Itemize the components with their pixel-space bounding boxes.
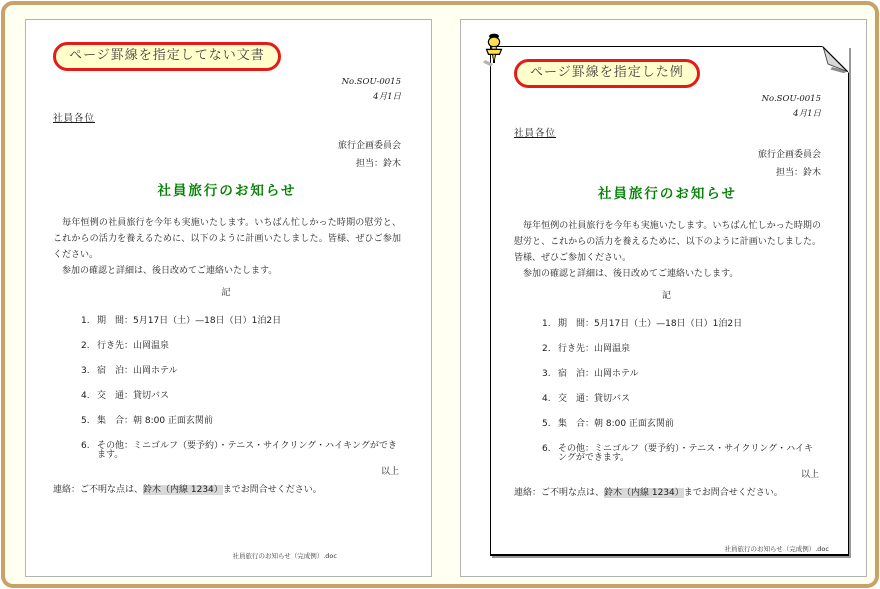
list-item	[81, 342, 401, 351]
item-text: その他：ミニゴルフ（要予約）・テニス・サイクリング・ハイキングができます。	[97, 440, 397, 460]
item-number: 1.	[542, 318, 551, 329]
recipient: 社員各位	[514, 127, 557, 139]
item-text: 集 合：朝 8:00 正面玄関前	[97, 415, 213, 426]
doc-date: 4月1日	[373, 91, 401, 102]
contact-highlight: 鈴木（内線 1234）	[143, 484, 223, 495]
page-footer: 社員旅行のお知らせ（完成例）.doc	[232, 552, 337, 560]
item-text: 宿 泊：山岡ホテル	[97, 365, 178, 376]
list-item	[81, 367, 401, 376]
body-paragraph-2: 参加の確認と詳細は、後日改めてご連絡いたします。	[514, 268, 739, 279]
sender-org: 旅行企画委員会	[757, 149, 821, 160]
list-item	[542, 395, 821, 404]
doc-number: No.SOU-0015	[341, 76, 401, 87]
sender-person: 担当：鈴木	[775, 167, 821, 178]
list-item	[81, 317, 401, 326]
doc-title: 社員旅行のお知らせ	[157, 182, 297, 199]
item-number: 6.	[81, 440, 90, 451]
item-text: 交 通：貸切バス	[558, 393, 631, 404]
item-text: 行き先：山岡温泉	[97, 340, 170, 351]
item-text: 宿 泊：山岡ホテル	[558, 368, 639, 379]
contact-suffix: までお問合せください。	[222, 484, 322, 495]
list-item	[81, 392, 401, 401]
item-text: その他：ミニゴルフ（要予約）・テニス・サイクリング・ハイキングができます。	[558, 443, 814, 463]
tutorial-frame	[1, 1, 879, 588]
doc-date: 4月1日	[793, 108, 821, 119]
item-number: 4.	[81, 390, 90, 401]
page-with-border	[460, 19, 867, 577]
ki-marker: 記	[221, 287, 233, 298]
ki-marker: 記	[661, 290, 673, 301]
item-number: 5.	[81, 415, 90, 426]
list-item	[81, 442, 401, 460]
item-text: 集 合：朝 8:00 正面玄関前	[558, 418, 674, 429]
closing-ijou: 以上	[800, 469, 819, 480]
body-paragraph-1: 毎年恒例の社員旅行を今年も実施いたします。いちばん忙しかった時期の慰労と、これからの活力を養えるために、以下のように計画いたしました。皆様、ぜひご参加ください。	[514, 220, 821, 263]
schedule-list	[514, 320, 821, 463]
list-item	[542, 370, 821, 379]
item-number: 2.	[542, 343, 551, 354]
item-text: 期 間：5月17日（土）—18日（日）1泊2日	[97, 315, 282, 326]
sender-person: 担当：鈴木	[355, 158, 401, 169]
contact-suffix: までお問合せください。	[683, 487, 783, 498]
document-body	[26, 20, 431, 576]
page-art-border	[490, 46, 849, 556]
body-paragraph-2: 参加の確認と詳細は、後日改めてご連絡いたします。	[53, 265, 278, 276]
page-without-border	[25, 19, 432, 577]
item-text: 交 通：貸切バス	[97, 390, 170, 401]
schedule-list	[53, 317, 401, 460]
item-number: 1.	[81, 315, 90, 326]
item-text: 行き先：山岡温泉	[558, 343, 631, 354]
list-item	[542, 320, 821, 329]
caption-badge: ページ罫線を指定した例	[514, 59, 700, 88]
item-number: 6.	[542, 443, 551, 454]
item-number: 5.	[542, 418, 551, 429]
contact-prefix: 連絡：ご不明な点は、	[514, 487, 605, 498]
list-item	[542, 445, 821, 463]
sender-org: 旅行企画委員会	[337, 140, 401, 151]
list-item	[81, 417, 401, 426]
doc-title: 社員旅行のお知らせ	[597, 185, 738, 202]
closing-ijou: 以上	[380, 466, 399, 477]
item-number: 3.	[81, 365, 90, 376]
list-item	[542, 420, 821, 429]
page-footer: 社員旅行のお知らせ（完成例）.doc	[724, 545, 829, 553]
item-number: 3.	[542, 368, 551, 379]
recipient: 社員各位	[53, 112, 96, 124]
doc-number: No.SOU-0015	[761, 93, 821, 104]
list-item	[542, 345, 821, 354]
item-number: 4.	[542, 393, 551, 404]
contact-line	[53, 483, 401, 497]
contact-line	[514, 486, 821, 500]
document-body	[491, 47, 848, 554]
body-paragraph-1: 毎年恒例の社員旅行を今年も実施いたします。いちばん忙しかった時期の慰労と、これからの活力を養えるために、以下のように計画いたしました。皆様、ぜひご参加ください。	[53, 217, 401, 260]
contact-prefix: 連絡：ご不明な点は、	[53, 484, 144, 495]
caption-badge: ページ罫線を指定してない文書	[53, 42, 281, 71]
item-number: 2.	[81, 340, 90, 351]
contact-highlight: 鈴木（内線 1234）	[604, 487, 684, 498]
item-text: 期 間：5月17日（土）—18日（日）1泊2日	[558, 318, 743, 329]
